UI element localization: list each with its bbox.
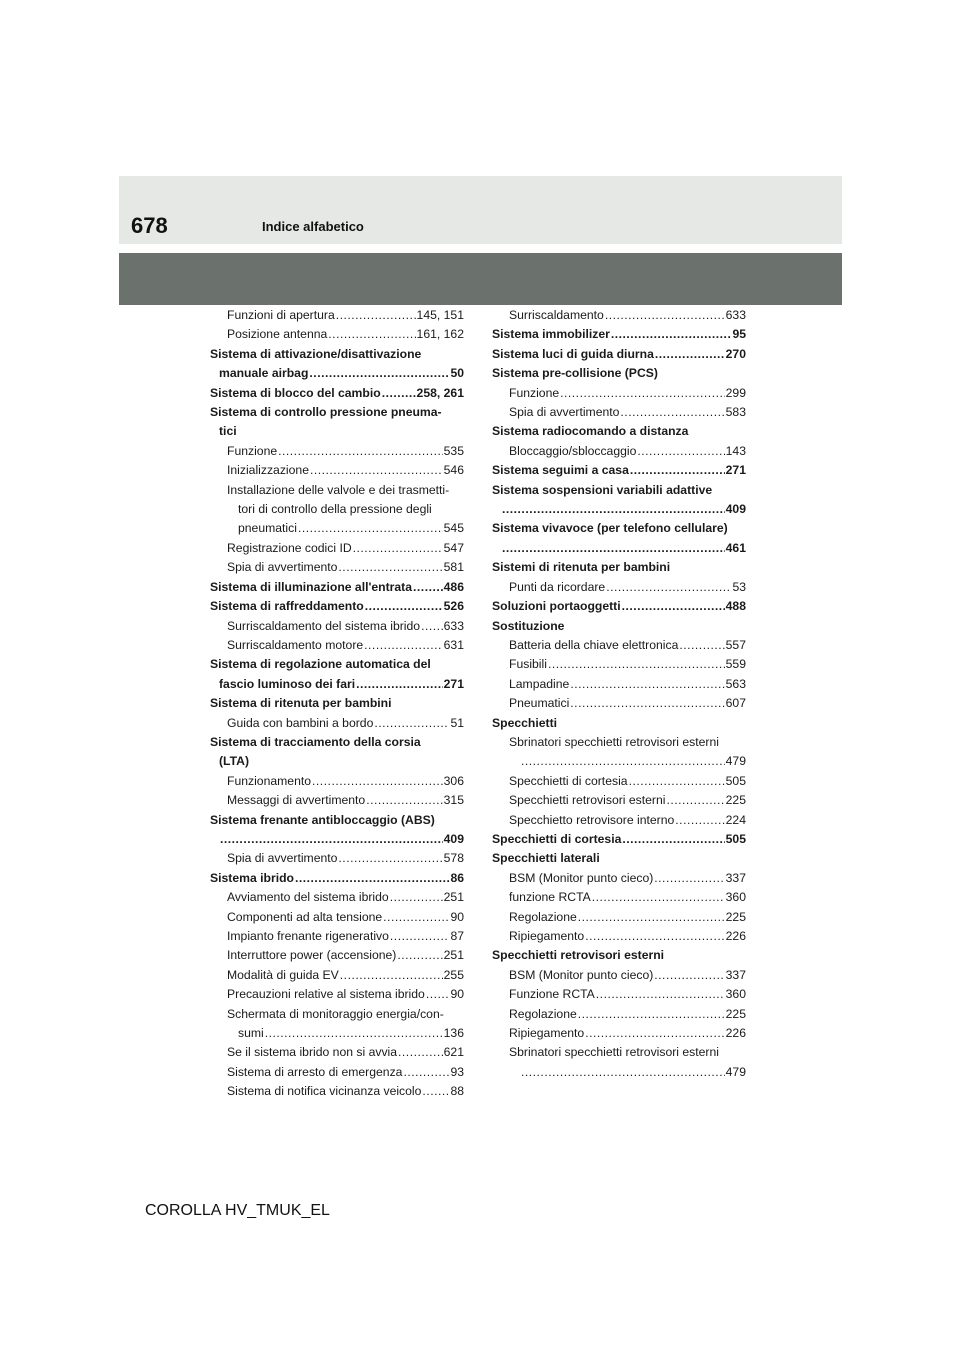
dot-leader [502,500,725,519]
page-reference: 633 [725,308,746,322]
index-entry-label: Specchietto retrovisore interno [509,812,675,827]
dot-leader [328,325,415,344]
page-reference: 225 [725,909,746,924]
index-entry-label: Spia di avvertimento [509,405,620,420]
index-entry [492,519,746,538]
index-entry [492,578,746,597]
page-reference: 226 [725,1026,746,1041]
dot-leader [596,985,725,1004]
page-reference: 488 [725,599,746,614]
page-reference: 258, 261 [416,385,464,400]
page-reference: 479 [725,754,746,769]
index-entry-label: Funzione [227,443,278,458]
index-entry [210,830,464,849]
index-entry-label: manuale airbag [219,366,309,381]
index-entry-label: Sistema seguimi a casa [492,463,629,478]
index-entry-label: Sistema radiocomando a distanza [492,424,689,439]
page-reference: 526 [443,599,464,614]
dot-leader [356,675,443,694]
index-entry [492,830,746,849]
index-entry [492,1005,746,1024]
index-entry [492,1024,746,1043]
index-entry-label: Registrazione codici ID [227,540,352,555]
page-reference: 545 [443,521,464,536]
index-entry-label: Funzionamento [227,773,312,788]
page-reference: 51 [450,715,464,730]
index-column-left [210,306,464,1102]
index-entry-label: BSM (Monitor punto cieco) [509,967,654,982]
dot-leader [630,461,725,480]
index-entry [492,384,746,403]
page-reference: 409 [725,502,746,517]
page-reference: 631 [443,637,464,652]
dot-leader [353,539,443,558]
dot-leader [666,791,724,810]
dot-leader [578,908,725,927]
index-entry-label: BSM (Monitor punto cieco) [509,870,654,885]
index-entry-label: Batteria della chiave elettronica [509,637,679,652]
index-entry-label: Sistemi di ritenuta per bambini [492,560,671,575]
index-entry-label: Specchietti retrovisori esterni [509,793,666,808]
index-entry-label: Fusibili [509,657,547,672]
index-entry-label: Guida con bambini a bordo [227,715,374,730]
index-entry [210,791,464,810]
dot-leader [338,849,442,868]
index-entry [210,675,464,694]
page-reference: 225 [725,1006,746,1021]
dot-leader [622,597,725,616]
index-entry [492,888,746,907]
index-entry [210,578,464,597]
index-entry [210,946,464,965]
index-entry [210,345,464,364]
dot-leader [310,461,443,480]
index-entry-label: Sistema di ritenuta per bambini [210,696,392,711]
index-entry-label: Sistema ibrido [210,870,294,885]
page-reference: 581 [443,560,464,575]
dot-leader [403,1063,449,1082]
index-entry [210,888,464,907]
index-entry-label: Sostituzione [492,618,565,633]
index-entry [210,752,464,771]
index-entry-label: tori di controllo della pressione degli [238,502,432,517]
dot-leader [606,578,731,597]
dot-leader [655,345,725,364]
page-reference: 633 [443,618,464,633]
index-entry-label: Sistema di regolazione automatica del [210,657,431,672]
index-entry-label: pneumatici [238,521,297,536]
index-entry-label: Punti da ricordare [509,579,606,594]
dot-leader [592,888,725,907]
dot-leader [570,694,724,713]
index-entry [492,1063,746,1082]
page-reference: 136 [443,1026,464,1041]
dot-leader [502,539,725,558]
index-entry-label: Surriscaldamento [509,308,604,322]
index-entry [210,636,464,655]
page-reference: 337 [725,870,746,885]
index-entry-label: Posizione antenna [227,327,328,342]
index-entry [210,772,464,791]
page-reference: 93 [450,1064,464,1079]
index-entry-label: Installazione delle valvole e dei trasmetti- [227,482,450,497]
index-entry-label: Componenti ad alta tensione [227,909,383,924]
index-entry [210,481,464,500]
page-reference: 461 [725,540,746,555]
page-reference: 145, 151 [416,308,464,322]
index-entry-label: Specchietti laterali [492,851,600,866]
index-entry [492,655,746,674]
header-dark-band [119,253,842,305]
page-reference: 53 [732,579,746,594]
dot-leader [336,306,416,325]
index-entry [210,384,464,403]
index-entry [210,519,464,538]
index-entry-label: Funzione RCTA [509,987,595,1002]
index-entry [210,655,464,674]
index-entry-label: Sistema pre-collisione (PCS) [492,366,658,381]
index-entry-label: Sistema luci di guida diurna [492,346,654,361]
dot-leader [622,830,724,849]
index-entry [492,714,746,733]
index-entry [210,1063,464,1082]
dot-leader [312,772,443,791]
index-entry-label: Sistema sospensioni variabili adattive [492,482,713,497]
page-reference: 50 [450,366,464,381]
index-entry [210,1005,464,1024]
dot-leader [340,966,443,985]
index-entry-label: Funzioni di apertura [227,308,335,322]
index-entry-label: Interruttore power (accensione) [227,948,397,963]
index-entry [492,908,746,927]
index-entry-label: Soluzioni portaoggetti [492,599,621,614]
index-entry [210,597,464,616]
index-entry [492,597,746,616]
index-entry-label: Sistema di blocco del cambio [210,385,381,400]
index-entry [492,364,746,383]
page-reference: 224 [725,812,746,827]
index-entry-label: Precauzioni relative al sistema ibrido [227,987,425,1002]
index-entry-label: Funzione [509,385,560,400]
index-entry [492,946,746,965]
dot-leader [397,946,442,965]
index-entry-label: Spia di avvertimento [227,851,338,866]
index-entry [492,966,746,985]
dot-leader [298,519,443,538]
dot-leader [278,442,443,461]
page-reference: 479 [725,1064,746,1079]
dot-leader [390,927,450,946]
dot-leader [570,675,724,694]
index-entry-label: Sistema di notifica vicinanza veicolo [227,1084,422,1099]
index-entry [492,422,746,441]
index-entry [210,714,464,733]
page-reference: 90 [450,987,464,1002]
index-entry-label: Sistema di illuminazione all'entrata [210,579,413,594]
page-reference: 271 [725,463,746,478]
page-reference: 557 [725,637,746,652]
index-entry [210,966,464,985]
index-entry-label: Spia di avvertimento [227,560,338,575]
index-entry-label: Avviamento del sistema ibrido [227,890,389,905]
page-reference: 505 [725,831,746,846]
index-entry-label: Impianto frenante rigenerativo [227,929,389,943]
index-entry [492,869,746,888]
index-entry [492,675,746,694]
index-entry [492,558,746,577]
page-reference: 271 [443,676,464,691]
index-entry-label: Inizializzazione [227,463,309,478]
dot-leader [398,1043,443,1062]
header-band [119,176,842,244]
dot-leader [365,597,443,616]
dot-leader [364,636,443,655]
page-reference: 409 [443,831,464,846]
index-entry-label: Surriscaldamento motore [227,637,364,652]
index-column-right [492,306,746,1082]
index-entry-label: Sistema frenante antibloccaggio (ABS) [210,812,435,827]
dot-leader [585,1024,724,1043]
index-entry-label: Regolazione [509,909,577,924]
page-reference: 578 [443,851,464,866]
dot-leader [637,442,724,461]
dot-leader [374,714,449,733]
dot-leader [390,888,443,907]
index-entry [210,500,464,519]
index-entry [210,694,464,713]
index-entry [492,617,746,636]
dot-leader [309,364,449,383]
page-reference: 251 [443,948,464,963]
index-entry [492,849,746,868]
dot-leader [605,306,725,325]
page-reference: 143 [725,443,746,458]
page-reference: 546 [443,463,464,478]
dot-leader [585,927,724,946]
index-entry [210,461,464,480]
dot-leader [295,869,449,888]
page-reference: 559 [725,657,746,672]
index-entry [210,306,464,325]
page-reference: 87 [450,929,464,943]
dot-leader [220,830,443,849]
index-entry [492,345,746,364]
dot-leader [383,908,449,927]
dot-leader [654,966,724,985]
page-reference: 563 [725,676,746,691]
index-entry-label: Surriscaldamento del sistema ibrido [227,618,421,633]
index-entry [210,908,464,927]
index-entry-label: Lampadine [509,676,570,691]
index-entry-label: Bloccaggio/sbloccaggio [509,443,637,458]
index-entry [210,733,464,752]
page-reference: 360 [725,987,746,1002]
index-entry-label: Messaggi di avvertimento [227,793,366,808]
index-entry-label: Schermata di monitoraggio energia/con- [227,1006,444,1021]
index-entry-label: Regolazione [509,1006,577,1021]
dot-leader [421,617,443,636]
page-reference: 360 [725,890,746,905]
index-entry-label: Sistema di arresto di emergenza [227,1064,403,1079]
footer-model-code: COROLLA HV_TMUK_EL [145,1202,330,1219]
index-entry-label: Sistema di tracciamento della corsia [210,734,421,749]
index-entry-label: Se il sistema ibrido non si avvia [227,1045,398,1060]
index-entry [492,694,746,713]
dot-leader [521,1063,725,1082]
page-reference: 95 [732,327,746,342]
dot-leader [338,558,442,577]
page-reference: 88 [450,1084,464,1099]
page-reference: 547 [443,540,464,555]
index-entry [492,772,746,791]
index-entry [210,869,464,888]
index-entry [210,617,464,636]
page-reference: 225 [725,793,746,808]
index-entry [492,985,746,1004]
index-entry-label: Sistema di controllo pressione pneuma- [210,405,442,420]
index-entry [210,849,464,868]
index-entry [492,791,746,810]
index-entry [210,927,464,946]
dot-leader [679,636,724,655]
index-entry-label: Specchietti [492,715,558,730]
index-entry-label: Specchietti di cortesia [509,773,628,788]
page-reference: 90 [450,909,464,924]
index-entry-label: Sistema di attivazione/disattivazione [210,346,422,361]
page-reference: 226 [725,929,746,943]
index-entry [210,1024,464,1043]
index-entry [210,1082,464,1101]
index-entry [492,927,746,946]
index-entry [492,325,746,344]
index-entry [492,442,746,461]
index-entry [492,1043,746,1062]
page-reference: 315 [443,793,464,808]
index-entry [210,442,464,461]
page-reference: 255 [443,967,464,982]
dot-leader [521,752,725,771]
index-entry-label: Sistema vivavoce (per telefono cellulare) [492,521,728,536]
index-entry-label: Pneumatici [509,696,570,711]
index-entry [210,985,464,1004]
index-entry [210,364,464,383]
index-entry [210,811,464,830]
page-number: 678 [131,213,168,238]
index-entry-label: sumi [238,1026,264,1041]
page-reference: 535 [443,443,464,458]
index-entry [492,811,746,830]
index-entry [492,752,746,771]
index-entry [492,403,746,422]
dot-leader [675,811,724,830]
page-reference: 337 [725,967,746,982]
page-reference: 486 [443,579,464,594]
index-entry-label: Sistema immobilizer [492,327,610,342]
dot-leader [366,791,442,810]
index-entry-label: (LTA) [219,754,249,769]
dot-leader [426,985,450,1004]
dot-leader [654,869,724,888]
index-entry [210,325,464,344]
index-entry-label: Specchietti di cortesia [492,831,622,846]
dot-leader [413,578,443,597]
dot-leader [578,1005,725,1024]
dot-leader [611,325,732,344]
index-entry-label: tici [219,424,237,439]
index-entry-label: funzione RCTA [509,890,591,905]
dot-leader [629,772,725,791]
page-reference: 505 [725,773,746,788]
index-entry [492,733,746,752]
page-reference: 607 [725,696,746,711]
section-title: Indice alfabetico [262,219,364,234]
index-entry-label: Modalità di guida EV [227,967,339,982]
dot-leader [422,1082,449,1101]
dot-leader [548,655,725,674]
dot-leader [265,1024,443,1043]
index-entry [492,500,746,519]
page-reference: 583 [725,405,746,420]
index-entry [492,461,746,480]
page-reference: 270 [725,346,746,361]
index-entry-label: Ripiegamento [509,929,585,943]
index-entry-label: Sistema di raffreddamento [210,599,364,614]
index-entry-label: fascio luminoso dei fari [219,676,356,691]
index-entry [210,403,464,422]
index-entry-label: Sbrinatori specchietti retrovisori esterni [509,1045,719,1060]
dot-leader [560,384,725,403]
index-entry [210,539,464,558]
index-entry [492,636,746,655]
page-reference: 299 [725,385,746,400]
index-entry-label: Specchietti retrovisori esterni [492,948,665,963]
index-entry [210,1043,464,1062]
page-reference: 251 [443,890,464,905]
index-entry-label: Sbrinatori specchietti retrovisori esterni [509,734,719,749]
page-reference: 86 [450,870,464,885]
index-entry [492,539,746,558]
index-entry-label: Ripiegamento [509,1026,585,1041]
page-reference: 306 [443,773,464,788]
dot-leader [620,403,724,422]
dot-leader [382,384,416,403]
page-reference: 621 [443,1045,464,1060]
index-entry [492,306,746,325]
index-entry [210,558,464,577]
page-reference: 161, 162 [416,327,464,342]
index-entry [492,481,746,500]
index-entry [210,422,464,441]
